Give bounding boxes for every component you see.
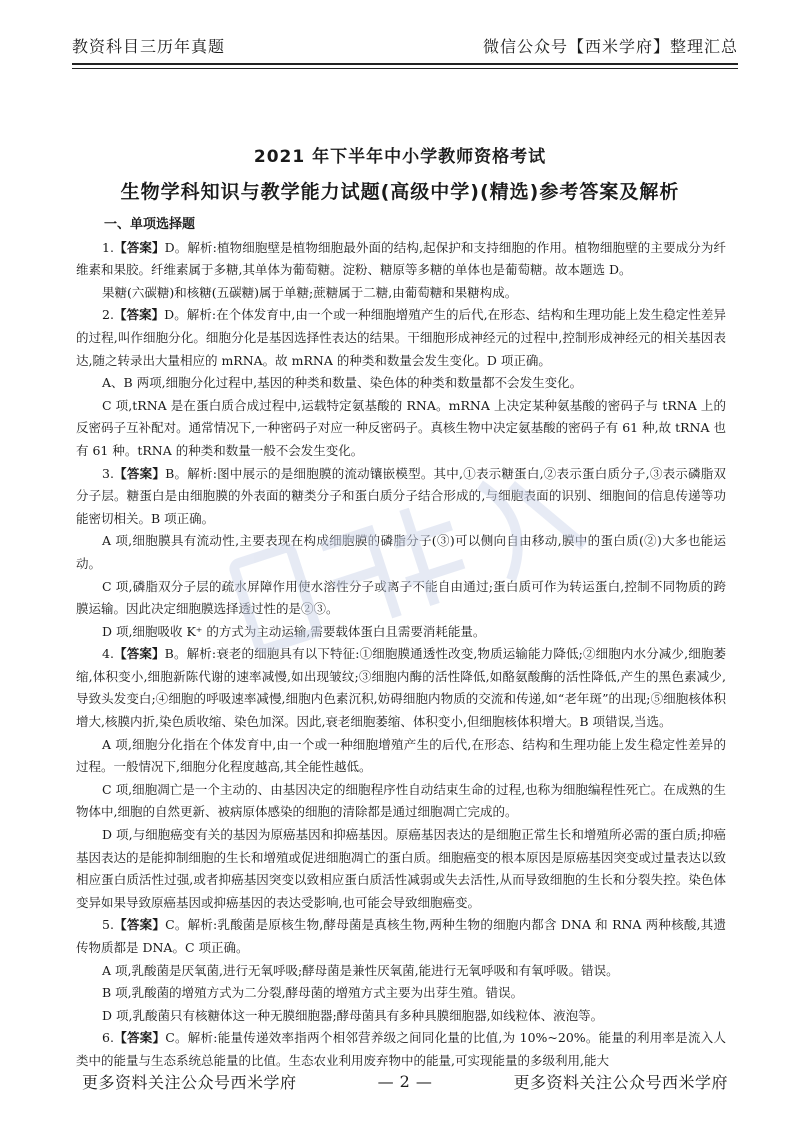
exam-title: 2021 年下半年中小学教师资格考试 bbox=[253, 147, 547, 167]
answer-content bbox=[76, 214, 726, 1073]
answer-paragraph bbox=[76, 643, 726, 733]
paragraph-text: C。解析:乳酸菌是原核生物,酵母菌是真核生物,两种生物的细胞内都含 DNA 和 RNA 两种核酸,其遗传物质都是 DNA。C 项正确。 bbox=[76, 917, 726, 955]
paragraph-text: C 项,tRNA 是在蛋白质合成过程中,运载特定氨基酸的 RNA。mRNA 上决定某种氨基酸的密码子与 tRNA 上的反密码子互补配对。通常情况下,一种密码子对应一种反密码子。真核生物中决定氨基酸的密码子有 61 种,故 tRNA 也有 61 种。tRNA 的种类和数量一般不会发生变化。 bbox=[76, 397, 726, 458]
question-number: 2. bbox=[102, 307, 114, 323]
paragraph-text: D 项,细胞吸收 K⁺ 的方式为主动运输,需要载体蛋白且需要消耗能量。 bbox=[102, 623, 486, 639]
footer-left-text: 更多资料关注公众号西米学府 bbox=[82, 1073, 297, 1092]
answer-paragraph bbox=[76, 734, 726, 779]
answer-paragraph bbox=[76, 530, 726, 575]
answer-paragraph bbox=[76, 395, 726, 463]
paragraph-text: A 项,乳酸菌是厌氧菌,进行无氧呼吸;酵母菌是兼性厌氧菌,能进行无氧呼吸和有氧呼吸。错误。 bbox=[102, 962, 619, 978]
page-footer bbox=[82, 1070, 728, 1093]
answer-tag: 【答案】 bbox=[113, 1030, 166, 1046]
question-number: 1. bbox=[102, 239, 114, 255]
answer-paragraph bbox=[76, 960, 726, 983]
answer-tag: 【答案】 bbox=[113, 917, 166, 933]
answer-paragraph bbox=[76, 237, 726, 282]
paragraph-text: C 项,细胞凋亡是一个主动的、由基因决定的细胞程序性自动结束生命的过程,也称为细胞编程性死亡。在成熟的生物体中,细胞的自然更新、被病原体感染的细胞的清除都是通过细胞凋亡完成的。 bbox=[76, 781, 726, 820]
question-number: 6. bbox=[102, 1030, 114, 1046]
answer-paragraph bbox=[76, 304, 726, 372]
paragraph-text: C 项,磷脂双分子层的疏水屏障作用使水溶性分子或离子不能自由通过;蛋白质可作为转运蛋白,控制不同物质的跨膜运输。因此决定细胞膜选择透过性的是②③。 bbox=[76, 578, 726, 617]
header-left-text: 教资科目三历年真题 bbox=[72, 37, 226, 56]
answer-paragraph bbox=[76, 824, 726, 914]
page-number: — 2 — bbox=[377, 1072, 433, 1091]
answer-paragraph bbox=[76, 914, 726, 959]
document-titles bbox=[60, 142, 740, 204]
answer-paragraph bbox=[76, 463, 726, 531]
answer-paragraph bbox=[76, 779, 726, 824]
answer-paragraph bbox=[76, 372, 726, 395]
paragraph-text: C。解析:能量传递效率指两个相邻营养级之间同化量的比值,为 10%~20%。能量的利用率是流入人类中的能量与生态系统总能量的比值。生态农业利用废弃物中的能量,可实现能量的多级利用,能大 bbox=[76, 1030, 726, 1068]
answer-tag: 【答案】 bbox=[113, 239, 165, 255]
answer-paragraph bbox=[76, 982, 726, 1005]
answer-paragraph bbox=[76, 282, 726, 305]
answer-tag: 【答案】 bbox=[113, 646, 165, 662]
answer-tag: 【答案】 bbox=[113, 307, 165, 323]
paper-title: 生物学科知识与教学能力试题(高级中学)(精选)参考答案及解析 bbox=[120, 181, 680, 203]
paragraph-text: B 项,乳酸菌的增殖方式为二分裂,酵母菌的增殖方式主要为出芽生殖。错误。 bbox=[102, 985, 524, 1001]
paragraph-text: D 项,乳酸菌只有核糖体这一种无膜细胞器;酵母菌具有多种具膜细胞器,如线粒体、液泡等。 bbox=[102, 1007, 604, 1023]
paragraph-text: A 项,细胞分化指在个体发育中,由一个或一种细胞增殖产生的后代,在形态、结构和生理功能上发生稳定性差异的过程。一般情况下,细胞分化程度越高,其全能性越低。 bbox=[76, 736, 726, 775]
answer-paragraph bbox=[76, 1027, 726, 1072]
paragraph-text: D。解析:在个体发育中,由一个或一种细胞增殖产生的后代,在形态、结构和生理功能上发生稳定性差异的过程,叫作细胞分化。细胞分化是基因选择性表达的结果。干细胞形成神经元的过程中,控制形成神经元的相关基因表达,随之转录出大量相应的 mRNA。故 mRNA 的种类和数量会发生变化。D 项正确。 bbox=[76, 307, 726, 368]
paragraph-text: D。解析:植物细胞壁是植物细胞最外面的结构,起保护和支持细胞的作用。植物细胞壁的主要成分为纤维素和果胶。纤维素属于多糖,其单体为葡萄糖。淀粉、糖原等多糖的单体也是葡萄糖。故本题选 D。 bbox=[76, 239, 726, 278]
answer-paragraph bbox=[76, 1005, 726, 1028]
question-number: 4. bbox=[102, 646, 114, 662]
question-number: 5. bbox=[102, 917, 114, 933]
paragraph-text: 果糖(六碳糖)和核糖(五碳糖)属于单糖;蔗糖属于二糖,由葡萄糖和果糖构成。 bbox=[102, 284, 518, 300]
question-number: 3. bbox=[102, 465, 114, 481]
section-title: 一、单项选择题 bbox=[104, 217, 196, 232]
paragraph-text: B。解析:图中展示的是细胞膜的流动镶嵌模型。其中,①表示糖蛋白,②表示蛋白质分子,③表示磷脂双分子层。糖蛋白是由细胞膜的外表面的糖类分子和蛋白质分子结合形成的,与细胞表面的识别、细胞间的信息传递等功能密切相关。B 项正确。 bbox=[76, 465, 726, 526]
header-right-text: 微信公众号【西米学府】整理汇总 bbox=[482, 37, 738, 56]
paragraph-text: D 项,与细胞癌变有关的基因为原癌基因和抑癌基因。原癌基因表达的是细胞正常生长和增殖所必需的蛋白质;抑癌基因表达的是能抑制细胞的生长和增殖或促进细胞凋亡的蛋白质。细胞癌变的根本原因是原癌基因突变或过量表达以致相应蛋白质活性过强,或者抑癌基因突变以致相应蛋白质活性减弱或失去活性,从而导致细胞的生长和分裂失控。染色体变异如果导致原癌基因或抑癌基因的表达受影响,也可能会导致细胞癌变。 bbox=[76, 827, 727, 910]
page-header bbox=[72, 34, 738, 65]
footer-right-text: 更多资料关注公众号西米学府 bbox=[513, 1073, 728, 1092]
answer-paragraph bbox=[76, 621, 726, 644]
paragraph-text: A 项,细胞膜具有流动性,主要表现在构成细胞膜的磷脂分子(③)可以侧向自由移动,膜中的蛋白质(②)大多也能运动。 bbox=[76, 533, 726, 571]
answer-tag: 【答案】 bbox=[113, 465, 166, 481]
paragraph-text: B。解析:衰老的细胞具有以下特征:①细胞膜通透性改变,物质运输能力降低;②细胞内水分减少,细胞萎缩,体积变小,细胞新陈代谢的速率减慢,如出现皱纹;③细胞内酶的活性降低,如酪氨酸酶的活性降低,产生的黑色素减少,导致头发变白;④细胞的呼吸速率减慢,细胞内色素沉积,妨碍细胞内物质的交流和传递,如“老年斑”的出现;⑤细胞核体积增大,核膜内折,染色质收缩、染色加深。因此,衰老细胞萎缩、体积变小,但细胞核体积增大。B 项错误,当选。 bbox=[76, 646, 726, 730]
answer-paragraph bbox=[76, 576, 726, 621]
paragraph-text: A、B 两项,细胞分化过程中,基因的种类和数量、染色体的种类和数量都不会发生变化。 bbox=[102, 375, 583, 391]
